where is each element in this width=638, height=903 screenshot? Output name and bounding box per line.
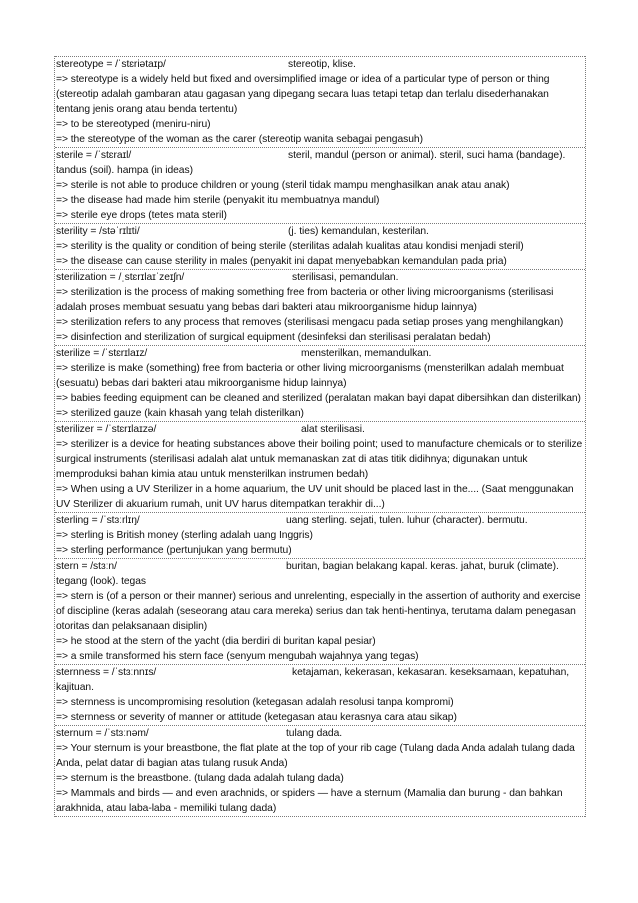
headword: sterilizer = /ˈstɛrɪlaɪzə/	[56, 424, 157, 435]
headword: stereotype = /ˈstɛriətaɪp/	[56, 59, 166, 70]
meaning: mensterilkan, memandulkan.	[301, 348, 432, 359]
entry-sterile	[55, 147, 585, 223]
example-line: => stereotype is a widely held but fixed and oversimplified image or idea of a particular type of person or thing (stereotip adalah gambaran atau gagasan yang dipegang secara luas tetapi tetap dan terlalu disederhanakan tentang jenis orang atau benda tertentu)	[56, 74, 550, 115]
example-line: => sternum is the breastbone. (tulang dada adalah tulang dada)	[56, 773, 344, 784]
entry-headline	[56, 224, 584, 239]
meaning: ketajaman, kekerasan, kekasaran. keseksamaan, kepatuhan, kajituan.	[56, 667, 570, 693]
headword: sternness = /ˈstɜːnnɪs/	[56, 667, 157, 678]
headword: sterile = /ˈstɛraɪl/	[56, 150, 132, 161]
example-line: => the stereotype of the woman as the carer (stereotip wanita sebagai pengasuh)	[56, 134, 423, 145]
headword: sterilization = /ˌstɛrɪlaɪˈzeɪʃn/	[56, 272, 185, 283]
entry-sterility	[55, 223, 585, 269]
example-line: => sterling performance (pertunjukan yang bermutu)	[56, 545, 292, 556]
headword: sterling = /ˈstɜːrlɪŋ/	[56, 515, 140, 526]
entry-stern	[55, 558, 585, 664]
example-line: => to be stereotyped (meniru-niru)	[56, 119, 211, 130]
entry-headline	[56, 422, 584, 437]
entry-headline	[56, 346, 584, 361]
example-line: => disinfection and sterilization of surgical equipment (desinfeksi dan sterilisasi peralatan bedah)	[56, 332, 491, 343]
entry-sterilizer	[55, 421, 585, 512]
example-line: => sternness or severity of manner or attitude (ketegasan atau kerasnya cara atau sikap)	[56, 712, 457, 723]
example-line: => sterilize is make (something) free from bacteria or other living microorganisms (mensterilkan adalah membuat (sesuatu) bebas dari bakteri atau mikroorganisme hidup lainnya)	[56, 363, 564, 389]
entry-headline	[56, 270, 584, 285]
meaning: (j. ties) kemandulan, kesterilan.	[288, 226, 429, 237]
meaning: buritan, bagian belakang kapal. keras. jahat, buruk (climate). tegang (look). tegas	[56, 561, 559, 587]
dictionary-document	[54, 56, 586, 817]
example-line: => sterilization is the process of making something free from bacteria or other living microorganisms (sterilisasi adalah proses membuat sesuatu yang bebas dari bakteri atau mikroorganisme hidup lainnya)	[56, 287, 554, 313]
headword: sterility = /stəˈrɪlɪti/	[56, 226, 140, 237]
example-line: => a smile transformed his stern face (senyum mengubah wajahnya yang tegas)	[56, 651, 419, 662]
example-line: => he stood at the stern of the yacht (dia berdiri di buritan kapal pesiar)	[56, 636, 376, 647]
example-line: => sterility is the quality or condition of being sterile (sterilitas adalah kualitas atau kondisi menjadi steril)	[56, 241, 524, 252]
example-line: => sterling is British money (sterling adalah uang Inggris)	[56, 530, 313, 541]
meaning: sterilisasi, pemandulan.	[292, 272, 399, 283]
entry-headline	[56, 57, 584, 72]
example-line: => When using a UV Sterilizer in a home aquarium, the UV unit should be placed last in the.... (Saat menggunakan UV Sterilizer di akuarium rumah, unit UV harus ditempatkan terakhir di...)	[56, 484, 574, 510]
headword: stern = /stɜːn/	[56, 561, 117, 572]
meaning: uang sterling. sejati, tulen. luhur (character). bermutu.	[286, 515, 528, 526]
example-line: => Mammals and birds — and even arachnids, or spiders — have a sternum (Mamalia dan burung - dan bahkan arakhnida, atau laba-laba - memiliki tulang dada)	[56, 788, 563, 814]
meaning: steril, mandul (person or animal). steril, suci hama (bandage). tandus (soil). hampa (in ideas)	[56, 150, 566, 176]
example-line: => stern is (of a person or their manner) serious and unrelenting, especially in the assertion of authority and exercise of discipline (keras adalah (seseorang atau cara mereka) serius dan tak henti-hentinya, terutama dalam penegasan otoritas dan pelaksanaan disiplin)	[56, 591, 581, 632]
entry-sterling	[55, 512, 585, 558]
headword: sternum = /ˈstɜːnəm/	[56, 728, 149, 739]
entry-sterilize	[55, 345, 585, 421]
example-line: => sterilizer is a device for heating substances above their boiling point; used to manufacture chemicals or to sterilize surgical instruments (sterilisasi adalah alat untuk memanaskan zat di atas titik didihnya; digunakan untuk memproduksi bahan kimia atau untuk mensterilkan instrumen bedah)	[56, 439, 583, 480]
example-line: => babies feeding equipment can be cleaned and sterilized (peralatan makan bayi dapat dibersihkan dan disterilkan)	[56, 393, 581, 404]
entry-headline	[56, 665, 584, 695]
meaning: alat sterilisasi.	[301, 424, 365, 435]
headword: sterilize = /ˈstɛrɪlaɪz/	[56, 348, 148, 359]
example-line: => sternness is uncompromising resolution (ketegasan adalah resolusi tanpa kompromi)	[56, 697, 454, 708]
meaning: tulang dada.	[286, 728, 343, 739]
entry-headline	[56, 513, 584, 528]
entry-sterilization	[55, 269, 585, 345]
entry-sternness	[55, 664, 585, 725]
example-line: => sterile is not able to produce children or young (steril tidak mampu menghasilkan anak atau anak)	[56, 180, 510, 191]
entry-headline	[56, 726, 584, 741]
entry-stereotype	[55, 56, 585, 147]
entry-headline	[56, 148, 584, 178]
entry-headline	[56, 559, 584, 589]
example-line: => sterilization refers to any process that removes (sterilisasi mengacu pada setiap proses yang menghilangkan)	[56, 317, 564, 328]
example-line: => sterile eye drops (tetes mata steril)	[56, 210, 227, 221]
meaning: stereotip, klise.	[288, 59, 356, 70]
entry-sternum	[55, 725, 585, 817]
example-line: => the disease can cause sterility in males (penyakit ini dapat menyebabkan kemandulan pada pria)	[56, 256, 507, 267]
example-line: => the disease had made him sterile (penyakit itu membuatnya mandul)	[56, 195, 380, 206]
example-line: => Your sternum is your breastbone, the flat plate at the top of your rib cage (Tulang dada Anda adalah tulang dada Anda, pelat datar di bagian atas tulang rusuk Anda)	[56, 743, 575, 769]
example-line: => sterilized gauze (kain khasah yang telah disterilkan)	[56, 408, 304, 419]
